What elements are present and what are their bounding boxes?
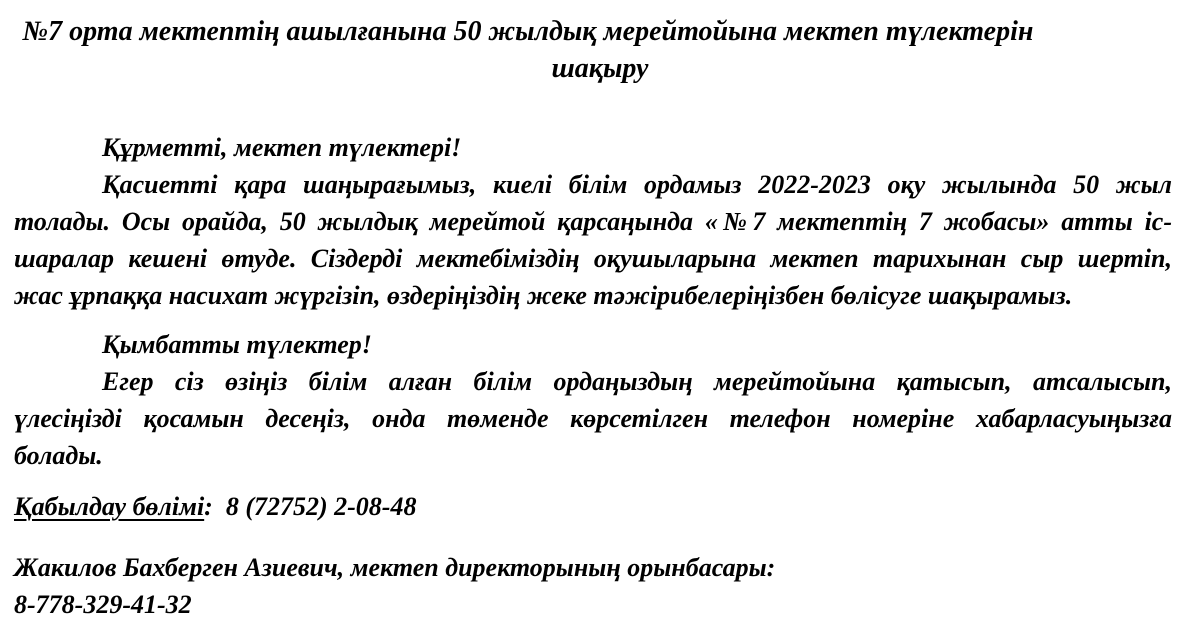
paragraph-2-line-3: болады. — [14, 441, 103, 470]
reception-phone-number: : 8 (72752) 2-08-48 — [204, 492, 417, 521]
document-title — [14, 13, 1172, 87]
paragraph-1-line-2: толады. Осы орайда, 50 жылдық мерейтой қарсаңында «№7 мектептің 7 жобасы» атты іс- — [14, 207, 1172, 236]
signature-phone-number: 8-778-329-41-32 — [14, 590, 192, 619]
signature-name-title: Жакилов Бахберген Азиевич, мектеп директорының орынбасары: — [14, 553, 776, 582]
title-line-1: №7 орта мектептің ашылғанына 50 жылдық мерейтойына мектеп түлектерін — [22, 16, 1034, 47]
paragraph-2-line-2: үлесіңізді қосамын десеңіз, онда төменде көрсетілген телефон номеріне хабарласуыңызға — [14, 404, 1172, 433]
paragraph-dear-alumni — [14, 326, 1172, 474]
reception-contact-line — [14, 488, 1172, 525]
paragraph-1-line-1: Қасиетті қара шаңырағымыз, киелі білім ордамыз 2022-2023 оқу жылында 50 жыл — [102, 170, 1172, 199]
paragraph-1-line-3: шаралар кешені өтуде. Сіздерді мектебіміздің оқушыларына мектеп тарихынан сыр шертіп, — [14, 244, 1172, 273]
title-line-2: шақыру — [551, 53, 649, 84]
paragraph-1-line-4: жас ұрпаққа насихат жүргізіп, өздеріңіздің жеке тәжірибелеріңізбен бөлісуге шақырамыз. — [14, 281, 1073, 310]
salutation-alumni: Құрметті, мектеп түлектері! — [102, 133, 462, 162]
signature-block — [14, 549, 1172, 623]
reception-label: Қабылдау бөлімі — [14, 492, 205, 521]
salutation-dear: Қымбатты түлектер! — [102, 330, 372, 359]
paragraph-greeting-alumni — [14, 129, 1172, 314]
paragraph-2-line-1: Егер сіз өзіңіз білім алған білім ордаңыздың мерейтойына қатысып, атсалысып, — [102, 367, 1172, 396]
